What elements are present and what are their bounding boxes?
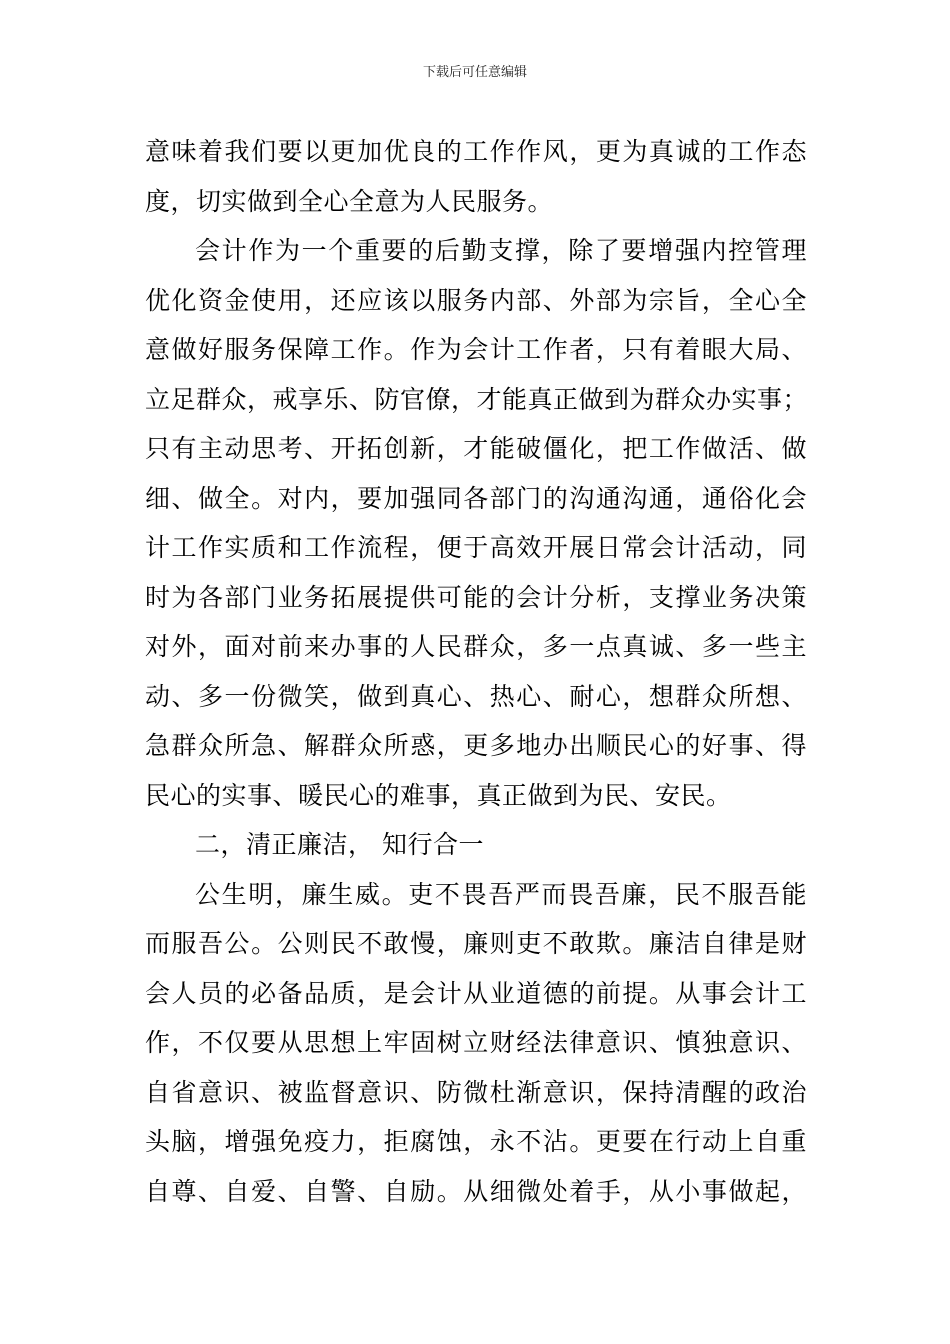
text-line: 意味着我们要以更加优良的工作作风，更为真诚的工作态 — [145, 137, 807, 166]
page-header: 下载后可任意编辑 — [422, 65, 527, 80]
text-line: 动、多一份微笑，做到真心、热心、耐心，想群众所想、 — [145, 681, 807, 711]
text-line: 度，切实做到全心全意为人民服务。 — [145, 186, 554, 216]
text-line: 头脑，增强免疫力，拒腐蚀，永不沾。更要在行动上自重 — [145, 1127, 807, 1156]
text-line: 会人员的必备品质，是会计从业道德的前提。从事会计工 — [145, 978, 807, 1008]
text-line: 细、做全。对内，要加强同各部门的沟通沟通，通俗化会 — [145, 483, 807, 513]
text-line: 立足群众，戒享乐、防官僚，才能真正做到为群众办实事； — [145, 384, 809, 414]
text-line: 自尊、自爱、自警、自励。从细微处着手，从小事做起， — [145, 1176, 807, 1206]
text-line: 计工作实质和工作流程，便于高效开展日常会计活动，同 — [145, 533, 807, 562]
text-line: 会计作为一个重要的后勤支撑，除了要增强内控管理 — [195, 236, 807, 265]
text-line: 急群众所急、解群众所惑，更多地办出顺民心的好事、得 — [145, 731, 807, 760]
text-line: 作，不仅要从思想上牢固树立财经法律意识、慎独意识、 — [145, 1028, 807, 1057]
text-line: 对外，面对前来办事的人民群众，多一点真诚、多一些主 — [145, 632, 807, 661]
text-line: 公生明，廉生威。吏不畏吾严而畏吾廉，民不服吾能 — [195, 879, 807, 909]
text-line: 民心的实事、暖民心的难事，真正做到为民、安民。 — [145, 780, 732, 810]
text-line: 意做好服务保障工作。作为会计工作者，只有着眼大局、 — [145, 335, 807, 364]
text-line: 二，清正廉洁， 知行合一 — [195, 830, 484, 859]
text-line: 而服吾公。公则民不敢慢，廉则吏不敢欺。廉洁自律是财 — [145, 929, 807, 958]
text-line: 时为各部门业务拓展提供可能的会计分析，支撑业务决策 — [145, 582, 807, 612]
text-line: 只有主动思考、开拓创新，才能破僵化，把工作做活、做 — [145, 434, 807, 463]
text-line: 自省意识、被监督意识、防微杜渐意识，保持清醒的政治 — [145, 1077, 807, 1107]
text-line: 优化资金使用，还应该以服务内部、外部为宗旨，全心全 — [145, 285, 807, 315]
document-body — [145, 127, 807, 1216]
